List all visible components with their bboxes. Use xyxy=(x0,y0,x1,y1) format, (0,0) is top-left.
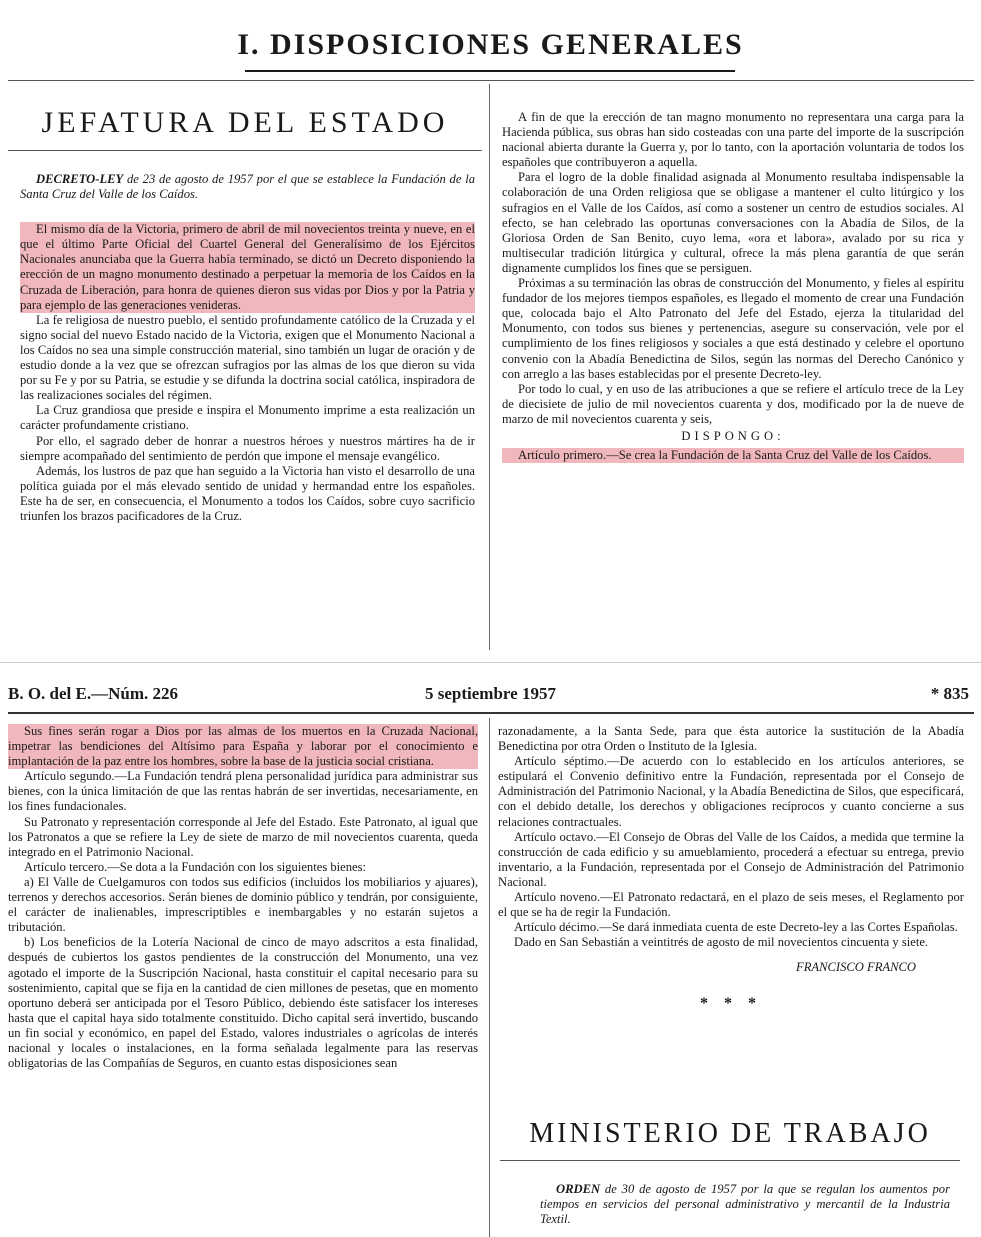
paragraph: Artículo segundo.—La Fundación tendrá plena personalidad jurídica para administrar sus bienes, con la única limitación de que las rentas habrán de ser invertidas, necesariamente, en los fines fundacionales. xyxy=(8,769,478,814)
list-item-a: a) El Valle de Cuelgamuros con todos sus edificios (incluidos los mobiliarios y ajuares), terrenos y derechos accesorios. Serán bienes de dominio público y tendrán, por consiguiente, el carácter de inalienables, imprescriptibles e inembargables y no estarán sujetos a tributación. xyxy=(8,874,478,935)
paragraph: Artículo séptimo.—De acuerdo con lo establecido en los artículos anteriores, se estipulará el Convenio definitivo entre la Fundación, representada por el Consejo de Administración del Patrimonio Nacional, y la Abadía Benedictina de Silos, que especificará, con el debido detalle, los derechos y obligaciones recíprocos y cuanto concierne a sus relaciones contractuales. xyxy=(498,754,964,829)
page2-left-column xyxy=(8,724,478,1071)
jefatura-underline xyxy=(8,150,482,151)
signature: FRANCISCO FRANCO xyxy=(796,960,916,975)
orden-label: ORDEN xyxy=(556,1182,601,1196)
column-divider-page2 xyxy=(489,718,490,1237)
paragraph: Artículo décimo.—Se dará inmediata cuenta de este Decreto-ley a las Cortes Españolas. xyxy=(514,920,958,935)
paragraph: Para el logro de la doble finalidad asignada al Monumento resultaba indispensable la colaboración de una Orden religiosa que se obligase a mantener el culto litúrgico y los sufragios en el Valle de los Caídos, así como a sostener un centro de estudios sociales. Al efecto, se han celebrado las oportunas conversaciones con la Abadía de Silos, de la Gloriosa Orden de San Benito, cuyo lema, «ora et labora», avalado por su rica y multisecular tradición litúrgica y cultural, ofrece la más plena garantía de que serán dignamente cumplidos los fines que se persiguen. xyxy=(502,170,964,275)
paragraph: Artículo octavo.—El Consejo de Obras del Valle de los Caídos, a medida que termine la construcción de cada edificio y su amueblamiento, procederá a efectuar su entrega, previo inventario, a la Fundación, representada por el Consejo de Administración del Patrimonio Nacional. xyxy=(498,829,964,889)
list-item-b: b) Los beneficios de la Lotería Nacional de cinco de mayo adscritos a esta finalidad, después de cubiertos los gastos pendientes de la construcción del Monumento, una vez agotado el importe de la Suscripción Nacional, hasta constituir el capital necesario para su sostenimiento, capital que se fija en la cantidad de cien millones de pesetas, que en momento oportuno deberá ser anticipada por el Tesoro Público, debiendo éste satisfacer los intereses hasta que el capital haya sido totalmente constituido. Dicho capital será invertido, buscando un fin social y económico, en papel del Estado, valores industriales o agrícolas de interés nacional y locales o instalaciones, en la forma señalada legalmente para las reservas obligatorias de las Compañías de Seguros, en cuanto estas disposiciones sean xyxy=(8,935,478,1071)
page1-left-column xyxy=(20,172,475,524)
page2-right-column xyxy=(498,724,964,1011)
paragraph: La fe religiosa de nuestro pueblo, el sentido profundamente católico de la Cruzada y el signo social del nuevo Estado nacido de la Victoria, exigen que el Monumento Nacional a los Caídos no sea una simple construcción material, sino también un lugar de oración y de estudio donde a la vez que se ofrezcan sufragios por las almas de los que dieron su vida por su Fe y por su Patria, se estudie y se difunda la doctrina social católica, inspiradora de las realizaciones sociales del régimen. xyxy=(20,312,475,403)
section-separator: * * * xyxy=(700,994,762,1012)
header-bulletin-number: B. O. del E.—Núm. 226 xyxy=(8,684,179,703)
decreto-summary xyxy=(20,172,475,202)
paragraph: La Cruz grandiosa que preside e inspira el Monumento imprime a esta realización un carácter profundamente cristiano. xyxy=(20,403,475,433)
header-rule xyxy=(8,712,974,714)
paragraph: Por ello, el sagrado deber de honrar a nuestros héroes y nuestros mártires ha de ir siempre acompañado del sentimiento de perdón que impone el mensaje evangélico. xyxy=(20,433,475,463)
paragraph-highlighted: Sus fines serán rogar a Dios por las almas de los muertos en la Cruzada Nacional, impetrar las bendiciones del Altísimo para España y laborar por el conocimiento e implantación de la paz entre los hombres, sobre la base de la justicia social cristiana. xyxy=(8,724,478,769)
orden-text: de 30 de agosto de 1957 por la que se regulan los aumentos por tiempos en servicios del personal administrativo y mercantil de la Industria Textil. xyxy=(540,1182,950,1227)
page1-right-column xyxy=(502,110,964,463)
paragraph-highlighted: El mismo día de la Victoria, primero de abril de mil novecientos treinta y nueve, en el que el último Parte Oficial del Cuartel General del Generalísimo de los Ejércitos Nacionales anunciaba que la Guerra había terminado, se dictó un Decreto disponiendo la erección de un magno monumento destinado a perpetuar la memoria de los Caídos en la Cruzada de Liberación, para honra de quienes dieron sus vidas por Dios y por la Patria y para ejemplo de las generaciones venideras. xyxy=(20,222,475,312)
header-page-number: * 835 xyxy=(930,684,969,703)
paragraph: Por todo lo cual, y en uso de las atribuciones a que se refiere el artículo trece de la Ley de diecisiete de julio de mil novecientos cuarenta y dos, modificado por la de nueve de marzo de mil novecientos cuarenta y seis, xyxy=(502,381,964,426)
paragraph: Además, los lustros de paz que han seguido a la Victoria han visto el desarrollo de una política guiada por el más elevado sentido de unidad y hermandad entre los españoles. Este ha de ser, en consecuencia, el Monumento a todos los Caídos, sobre cuyo sacrificio triunfen los brazos pacificadores de la Cruz. xyxy=(20,463,475,523)
ministerio-underline xyxy=(500,1160,960,1161)
top-divider xyxy=(8,80,974,81)
paragraph: Artículo noveno.—El Patronato redactará, en el plazo de seis meses, el Reglamento por el que se ha de regir la Fundación. xyxy=(498,890,964,920)
paragraph: Artículo tercero.—Se dota a la Fundación con los siguientes bienes: xyxy=(24,859,367,874)
ministerio-title: MINISTERIO DE TRABAJO xyxy=(529,1118,931,1149)
section-title-underline xyxy=(245,70,735,72)
paragraph: A fin de que la erección de tan magno monumento no representara una carga para la Hacienda pública, sus obras han sido costeadas con una parte del importe de la suscripción nacional abierta durante la Guerra y, por lo tanto, con la aportación voluntaria de todos los españoles que contribuyeron a aquella. xyxy=(502,110,964,170)
dispongo-heading: DISPONGO: xyxy=(681,428,785,443)
header-date: 5 septiembre 1957 xyxy=(425,684,556,703)
decreto-preamble xyxy=(20,222,475,524)
section-title: I. DISPOSICIONES GENERALES xyxy=(237,28,744,61)
paragraph: Su Patronato y representación corresponde al Jefe del Estado. Este Patronato, al igual que los Patronatos a que se refiere la Ley de siete de marzo de mil novecientos cuarenta, queda integrado en el Patrimonio Nacional. xyxy=(8,814,478,859)
orden-summary xyxy=(540,1182,950,1227)
decreto-label: DECRETO-LEY xyxy=(36,172,124,186)
page-break xyxy=(0,662,981,663)
paragraph: Próximas a su terminación las obras de construcción del Monumento, y fieles al espíritu fundador de los mejores tiempos españoles, es llegado el momento de crear una Fundación que, colocada bajo el Alto Patronato del Jefe del Estado, ejerza la titularidad del Monumento, con todos sus bienes y pertenencias, asegure su conservación, vele por el cumplimiento de los fines religiosos y sociales a que está destinado y celebre el oportuno convenio con la Abadía Benedictina de Silos, según las normas del Derecho Canónico y con arreglo a las bases establecidas por el presente Decreto-ley. xyxy=(502,276,964,381)
jefatura-title: JEFATURA DEL ESTADO xyxy=(41,106,449,139)
article-one-highlighted: Artículo primero.—Se crea la Fundación de la Santa Cruz del Valle de los Caídos. xyxy=(502,448,964,463)
paragraph-continued: razonadamente, a la Santa Sede, para que ésta autorice la sustitución de la Abadía Benedictina por otra Orden o Instituto de la Iglesia. xyxy=(498,724,964,754)
decreto-text: de 23 de agosto de 1957 por el que se establece la Fundación de la Santa Cruz del Valle de los Caídos. xyxy=(20,172,475,202)
paragraph: Dado en San Sebastián a veintitrés de agosto de mil novecientos cincuenta y siete. xyxy=(514,935,929,950)
column-divider-page1 xyxy=(489,84,490,650)
